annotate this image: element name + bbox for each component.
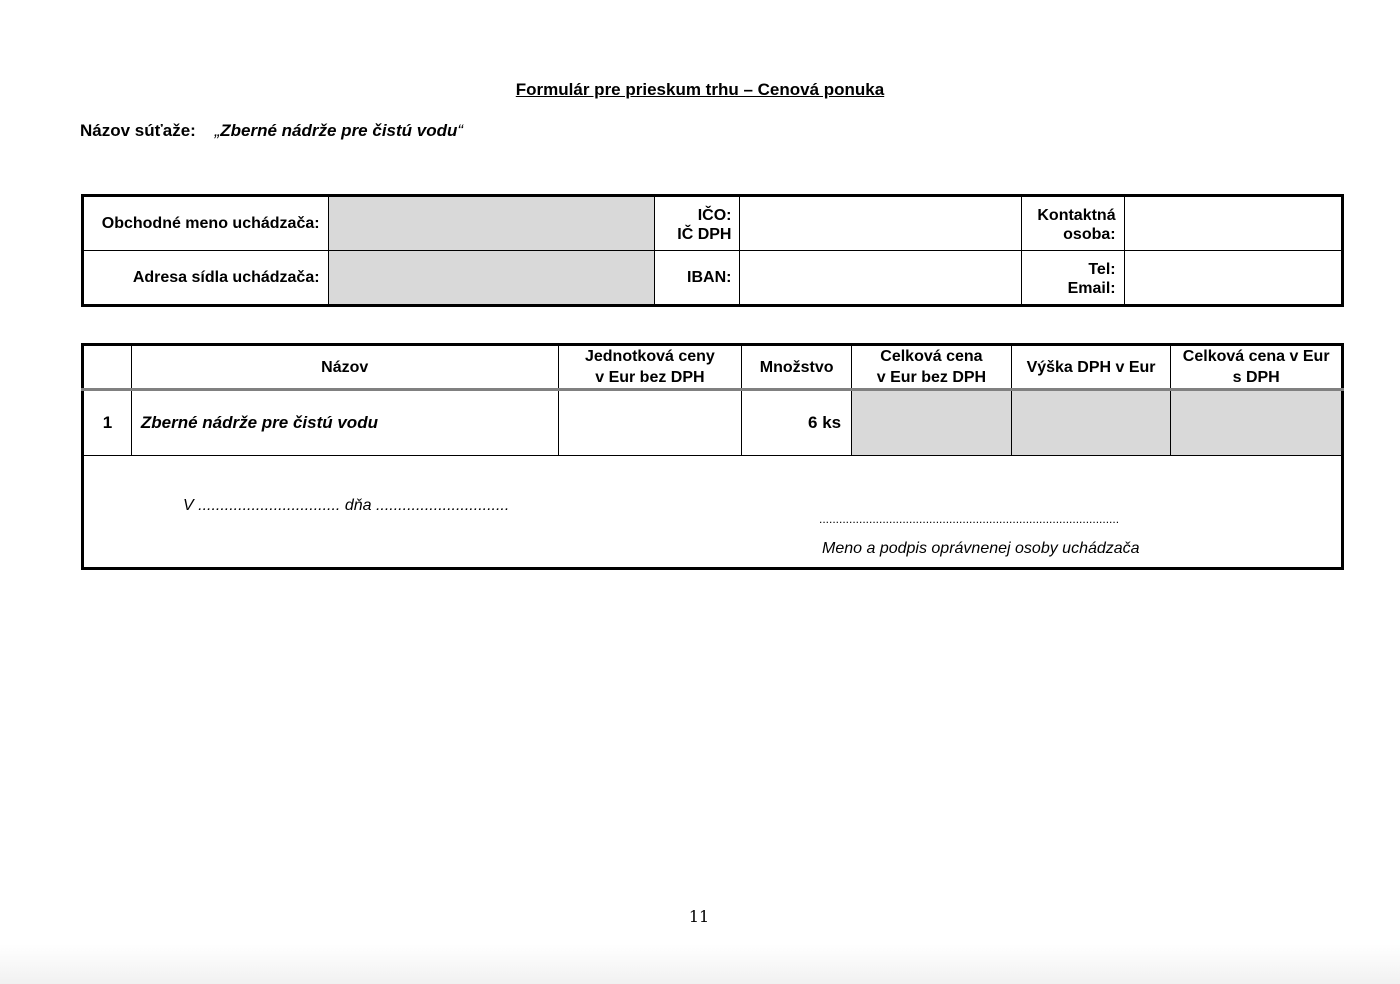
header-total-vat-line2: s DPH <box>1232 369 1280 386</box>
row-item-name: Zberné nádrže pre čistú vodu <box>131 390 558 456</box>
address-label: Adresa sídla uchádzača: <box>83 251 329 306</box>
iban-field[interactable] <box>740 251 1021 306</box>
header-vat: Výška DPH v Eur <box>1011 345 1171 390</box>
header-unit-price-line2: v Eur bez DPH <box>595 369 705 386</box>
price-table <box>81 343 1344 570</box>
contest-name-line <box>80 121 463 141</box>
page-number: 11 <box>688 907 710 926</box>
header-number <box>83 345 132 390</box>
signature-dots: .......................................................................................... <box>819 512 1120 526</box>
tel-label: Tel: <box>1088 260 1116 278</box>
row-unit-price-field[interactable] <box>558 390 742 456</box>
contact-label-line2: osoba: <box>1063 225 1116 243</box>
place-date-line: V ................................ dňa .............................. <box>183 497 510 514</box>
header-total-vat <box>1171 345 1343 390</box>
email-label: Email: <box>1067 279 1116 297</box>
signature-cell <box>83 456 1343 569</box>
signature-row <box>83 456 1343 569</box>
row-number: 1 <box>83 390 132 456</box>
iban-label: IBAN: <box>654 251 740 306</box>
contest-close-quote: “ <box>457 121 464 140</box>
contest-name: Zberné nádrže pre čistú vodu <box>220 121 458 140</box>
ico-field[interactable] <box>740 196 1021 251</box>
header-quantity: Množstvo <box>742 345 852 390</box>
bidder-row-address <box>83 251 1343 306</box>
company-name-label: Obchodné meno uchádzača: <box>83 196 329 251</box>
header-total-vat-line1: Celková cena v Eur <box>1182 348 1330 365</box>
header-unit-price-line1: Jednotková ceny <box>584 348 715 365</box>
contact-label-cell <box>1021 196 1124 251</box>
ico-label-cell <box>654 196 740 251</box>
signature-label: Meno a podpis oprávnenej osoby uchádzača <box>822 540 1140 557</box>
tel-email-label-cell <box>1021 251 1124 306</box>
company-name-field[interactable] <box>328 196 654 251</box>
document-title: Formulár pre prieskum trhu – Cenová ponuka <box>515 80 885 99</box>
address-field[interactable] <box>328 251 654 306</box>
table-row <box>83 390 1343 456</box>
row-quantity: 6 ks <box>742 390 852 456</box>
row-total-vat-field[interactable] <box>1171 390 1343 456</box>
row-total-field[interactable] <box>852 390 1012 456</box>
page-bottom-shade <box>0 944 1400 984</box>
row-vat-field[interactable] <box>1011 390 1171 456</box>
header-unit-price <box>558 345 742 390</box>
header-total <box>852 345 1012 390</box>
header-name: Názov <box>131 345 558 390</box>
contact-person-field[interactable] <box>1124 196 1342 251</box>
contest-label: Názov súťaže: <box>80 121 196 140</box>
ico-label: IČO: <box>697 206 732 224</box>
ic-dph-label: IČ DPH <box>677 225 732 243</box>
header-total-line2: v Eur bez DPH <box>876 369 987 386</box>
contest-open-quote: „ <box>214 121 221 140</box>
header-total-line1: Celková cena <box>880 348 983 365</box>
price-table-header <box>83 345 1343 390</box>
contact-label-line1: Kontaktná <box>1037 206 1116 224</box>
tel-email-field[interactable] <box>1124 251 1342 306</box>
bidder-row-company <box>83 196 1343 251</box>
bidder-info-table <box>81 194 1344 307</box>
